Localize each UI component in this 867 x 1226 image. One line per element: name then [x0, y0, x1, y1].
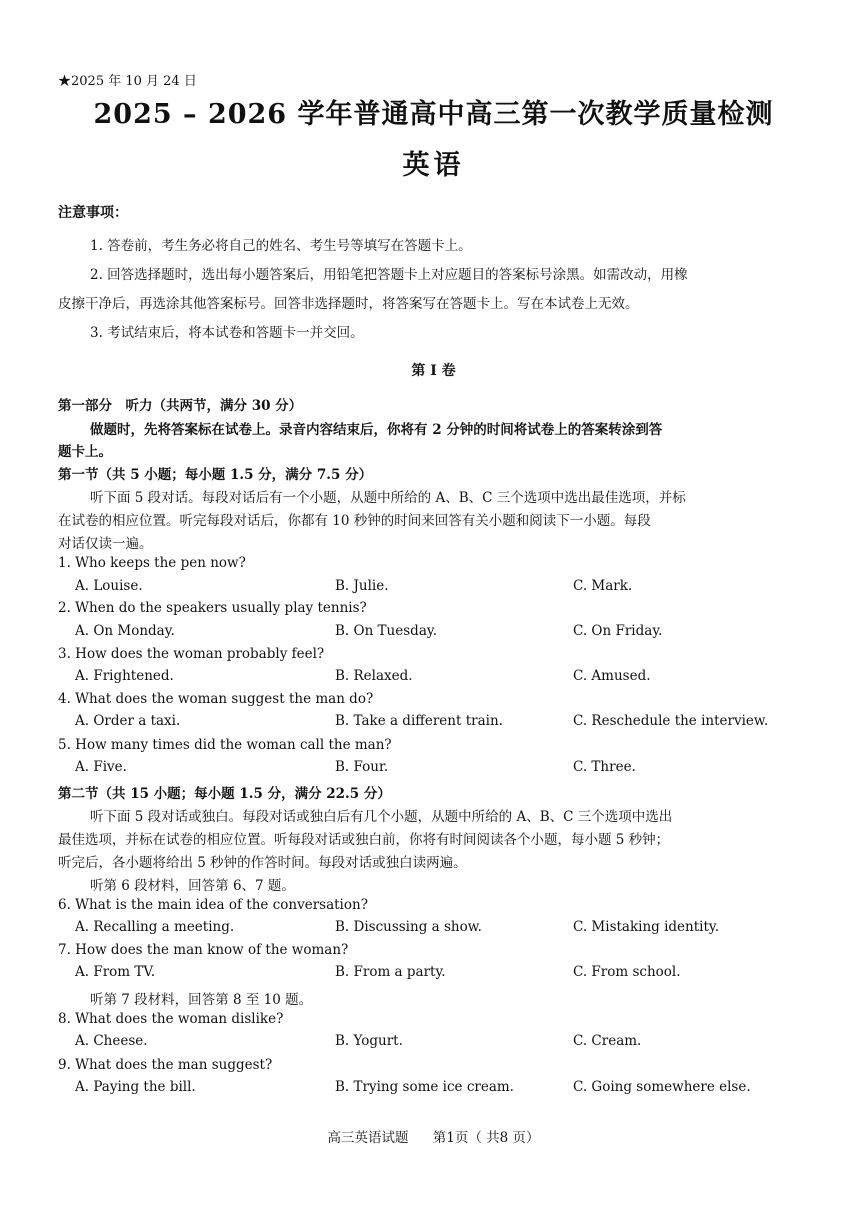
option-b: B. Julie.	[335, 578, 389, 594]
exam-title: 2025 – 2026 学年普通高中高三第一次教学质量检测	[93, 99, 774, 130]
question-stem: 7. How does the man know of the woman?	[58, 942, 349, 958]
subject-title: 英语	[402, 150, 465, 181]
option-b: B. On Tuesday.	[335, 623, 437, 639]
question-stem: 6. What is the main idea of the conversation?	[58, 897, 368, 913]
section2-instruction: 听完后，各小题将给出 5 秒钟的作答时间。每段对话或独白读两遍。	[58, 855, 467, 871]
option-b: B. Four.	[335, 759, 389, 775]
option-a: A. Cheese.	[75, 1033, 148, 1049]
question-stem: 9. What does the man suggest?	[58, 1057, 273, 1073]
notice-heading: 注意事项：	[58, 205, 128, 221]
option-c: C. On Friday.	[573, 623, 663, 639]
question-stem: 5. How many times did the woman call the man?	[58, 737, 392, 753]
material-note: 听第 6 段材料，回答第 6、7 题。	[90, 878, 295, 894]
section2-instruction: 听下面 5 段对话或独白。每段对话或独白后有几个小题，从题中所给的 A、B、C 三个选项中选出	[90, 809, 673, 825]
notice-item: 2. 回答选择题时，选出每小题答案后，用铅笔把答题卡上对应题目的答案标号涂黑。如需改动，用橡	[90, 267, 688, 283]
material-note: 听第 7 段材料，回答第 8 至 10 题。	[90, 992, 313, 1008]
page-footer	[0, 1126, 867, 1146]
notice-item: 1. 答卷前，考生务必将自己的姓名、考生号等填写在答题卡上。	[90, 238, 472, 254]
section2-heading: 第二节（共 15 小题；每小题 1.5 分，满分 22.5 分）	[58, 786, 391, 802]
option-b: B. Take a different train.	[335, 713, 503, 729]
question-stem: 8. What does the woman dislike?	[58, 1011, 284, 1027]
option-b: B. Discussing a show.	[335, 919, 482, 935]
option-a: A. Frightened.	[75, 668, 174, 684]
notice-item: 3. 考试结束后，将本试卷和答题卡一并交回。	[90, 325, 364, 341]
option-c: C. Three.	[573, 759, 636, 775]
option-a: A. Louise.	[75, 578, 143, 594]
option-a: A. From TV.	[75, 964, 156, 980]
section1-instruction: 听下面 5 段对话。每段对话后有一个小题，从题中所给的 A、B、C 三个选项中选出最佳选项，并标	[90, 490, 686, 506]
exam-date: ★2025 年 10 月 24 日	[58, 74, 197, 89]
volume-heading: 第 I 卷	[411, 363, 456, 379]
option-c: C. Reschedule the interview.	[573, 713, 769, 729]
option-a: A. Recalling a meeting.	[75, 919, 235, 935]
section1-instruction: 对话仅读一遍。	[58, 536, 153, 552]
section2-instruction: 最佳选项，并标在试卷的相应位置。听每段对话或独白前，你将有时间阅读各个小题，每小题 5 秒钟；	[58, 832, 670, 848]
part1-heading: 第一部分 听力（共两节，满分 30 分）	[58, 398, 303, 414]
question-stem: 4. What does the woman suggest the man do?	[58, 691, 374, 707]
footer-exam-name: 高三英语试题	[327, 1130, 409, 1146]
option-c: C. Mark.	[573, 578, 633, 594]
option-a: A. Paying the bill.	[75, 1079, 196, 1095]
option-b: B. From a party.	[335, 964, 446, 980]
option-a: A. On Monday.	[75, 623, 175, 639]
notice-item: 皮擦干净后，再选涂其他答案标号。回答非选择题时，将答案写在答题卡上。写在本试卷上无效。	[58, 296, 639, 312]
option-c: C. Amused.	[573, 668, 651, 684]
part1-instruction: 题卡上。	[58, 444, 112, 460]
question-stem: 2. When do the speakers usually play tennis?	[58, 600, 367, 616]
option-b: B. Trying some ice cream.	[335, 1079, 514, 1095]
footer-page-number: 第1页（ 共8 页）	[432, 1130, 540, 1146]
option-a: A. Five.	[75, 759, 127, 775]
question-stem: 3. How does the woman probably feel?	[58, 646, 325, 662]
option-b: B. Relaxed.	[335, 668, 413, 684]
option-b: B. Yogurt.	[335, 1033, 403, 1049]
section1-instruction: 在试卷的相应位置。听完每段对话后，你都有 10 秒钟的时间来回答有关小题和阅读下一小题。每段	[58, 513, 651, 529]
option-c: C. Going somewhere else.	[573, 1079, 751, 1095]
question-stem: 1. Who keeps the pen now?	[58, 555, 246, 571]
option-c: C. From school.	[573, 964, 681, 980]
option-a: A. Order a taxi.	[75, 713, 181, 729]
option-c: C. Mistaking identity.	[573, 919, 720, 935]
part1-instruction: 做题时，先将答案标在试卷上。录音内容结束后，你将有 2 分钟的时间将试卷上的答案转涂到答	[90, 422, 663, 438]
option-c: C. Cream.	[573, 1033, 642, 1049]
section1-heading: 第一节（共 5 小题；每小题 1.5 分，满分 7.5 分）	[58, 467, 373, 483]
